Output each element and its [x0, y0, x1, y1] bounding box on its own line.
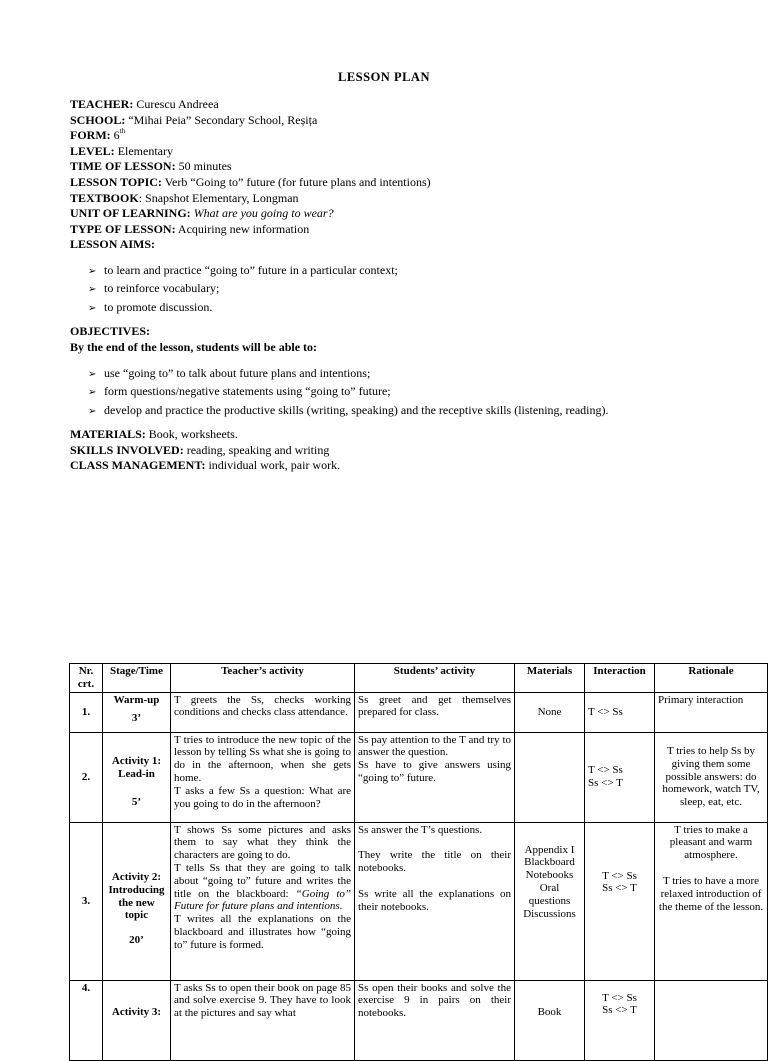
students-activity-cell: Ss open their books and solve the exercise 9 in pairs on their notebooks.	[355, 980, 515, 1060]
teacher-activity-cell: T asks Ss to open their book on page 85 and solve exercise 9. They have to look at the pictures and say what	[171, 980, 355, 1060]
type-line: TYPE OF LESSON: Acquiring new information	[70, 221, 310, 236]
interaction-cell: T <> Ss	[585, 692, 655, 732]
school-line: SCHOOL: “Mihai Peia” Secondary School, Reșița	[70, 112, 318, 127]
column-header: Teacher’s activity	[171, 664, 355, 693]
lesson-info	[70, 97, 710, 474]
stage-cell: Warm-up 3’	[103, 692, 171, 732]
teacher-activity-cell: T shows Ss some pictures and asks them to say what they think the characters are going to do. T tells Ss that they are going to talk about “going to” future and writes the title on the blackboard: “Going to” Future for future plans and intentions. T writes all the explanations on the blackboard and illustrates how “going to” future is formed.	[171, 822, 355, 980]
objectives-intro: By the end of the lesson, students will be able to:	[70, 340, 318, 355]
column-header: Interaction	[585, 664, 655, 693]
aims-label: LESSON AIMS:	[70, 237, 156, 252]
arrow-bullet-icon: ➢	[88, 284, 97, 296]
students-activity-cell: Ss greet and get themselves prepared for class.	[355, 692, 515, 732]
list-item: ➢ to learn and practice “going to” future in a particular context;	[88, 261, 710, 280]
skills-line: SKILLS INVOLVED: reading, speaking and writing	[70, 442, 330, 457]
stage-cell: Activity 2: Introducing the new topic 20’	[103, 822, 171, 980]
level-line: LEVEL: Elementary	[70, 143, 173, 158]
row-number: 1.	[70, 692, 103, 732]
row-number: 4.	[70, 980, 103, 1060]
aims-list	[88, 261, 710, 317]
materials-cell: Appendix I Blackboard Notebooks Oral questions Discussions	[515, 822, 585, 980]
list-item: ➢ to reinforce vocabulary;	[88, 279, 710, 298]
students-activity-cell: Ss pay attention to the T and try to answer the question. Ss have to give answers using “going to” future.	[355, 732, 515, 822]
table-header-row	[70, 664, 768, 693]
list-item: ➢ form questions/negative statements using “going to” future;	[88, 382, 710, 401]
table-row	[70, 822, 768, 980]
arrow-bullet-icon: ➢	[88, 387, 97, 399]
teacher-activity-cell: T greets the Ss, checks working conditions and checks class attendance.	[171, 692, 355, 732]
interaction-cell: T <> Ss Ss <> T	[585, 980, 655, 1060]
rationale-cell: T tries to make a pleasant and warm atmosphere. T tries to have a more relaxed introduction of the theme of the lesson.	[655, 822, 768, 980]
table-row	[70, 980, 768, 1060]
column-header: Students’ activity	[355, 664, 515, 693]
unit-line: UNIT OF LEARNING: What are you going to wear?	[70, 206, 334, 221]
row-number: 3.	[70, 822, 103, 980]
materials-cell	[515, 732, 585, 822]
stage-cell: Activity 3:	[103, 980, 171, 1060]
time-line: TIME OF LESSON: 50 minutes	[70, 159, 232, 174]
arrow-bullet-icon: ➢	[88, 302, 97, 314]
table-row	[70, 732, 768, 822]
column-header: Materials	[515, 664, 585, 693]
textbook-line: TEXTBOOK: Snapshot Elementary, Longman	[70, 190, 299, 205]
objectives-list	[88, 364, 710, 420]
rationale-cell	[655, 980, 768, 1060]
list-item: ➢ develop and practice the productive skills (writing, speaking) and the receptive skills (listening, reading).	[88, 401, 710, 420]
column-header: Rationale	[655, 664, 768, 693]
form-line: FORM: 6th	[70, 127, 126, 143]
column-header: Stage/Time	[103, 664, 171, 693]
page-title: LESSON PLAN	[338, 70, 430, 84]
topic-line: LESSON TOPIC: Verb “Going to” future (for future plans and intentions)	[70, 174, 431, 189]
teacher-activity-cell: T tries to introduce the new topic of the lesson by telling Ss what she is going to do in the afternoon, when she gets home. T asks a few Ss a question: What are you going to do in the afternoon?	[171, 732, 355, 822]
rationale-cell: T tries to help Ss by giving them some possible answers: do homework, watch TV, sleep, eat, etc.	[655, 732, 768, 822]
interaction-cell: T <> Ss Ss <> T	[585, 732, 655, 822]
objectives-label: OBJECTIVES:	[70, 324, 151, 339]
arrow-bullet-icon: ➢	[88, 265, 97, 277]
arrow-bullet-icon: ➢	[88, 368, 97, 380]
table-row	[70, 692, 768, 732]
management-line: CLASS MANAGEMENT: individual work, pair work.	[70, 458, 341, 473]
teacher-line: TEACHER: Curescu Andreea	[70, 97, 219, 111]
interaction-cell: T <> Ss Ss <> T	[585, 822, 655, 980]
list-item: ➢ use “going to” to talk about future plans and intentions;	[88, 364, 710, 383]
list-item: ➢ to promote discussion.	[88, 298, 710, 317]
column-header: Nr. crt.	[70, 664, 103, 693]
stage-cell: Activity 1: Lead-in 5’	[103, 732, 171, 822]
materials-cell: None	[515, 692, 585, 732]
row-number: 2.	[70, 732, 103, 822]
lesson-plan-table	[69, 663, 768, 1061]
arrow-bullet-icon: ➢	[88, 405, 97, 417]
materials-cell: Book	[515, 980, 585, 1060]
materials-line: MATERIALS: Book, worksheets.	[70, 427, 238, 442]
rationale-cell: Primary interaction	[655, 692, 768, 732]
students-activity-cell: Ss answer the T’s questions. They write the title on their notebooks. Ss write all the explanations on their notebooks.	[355, 822, 515, 980]
